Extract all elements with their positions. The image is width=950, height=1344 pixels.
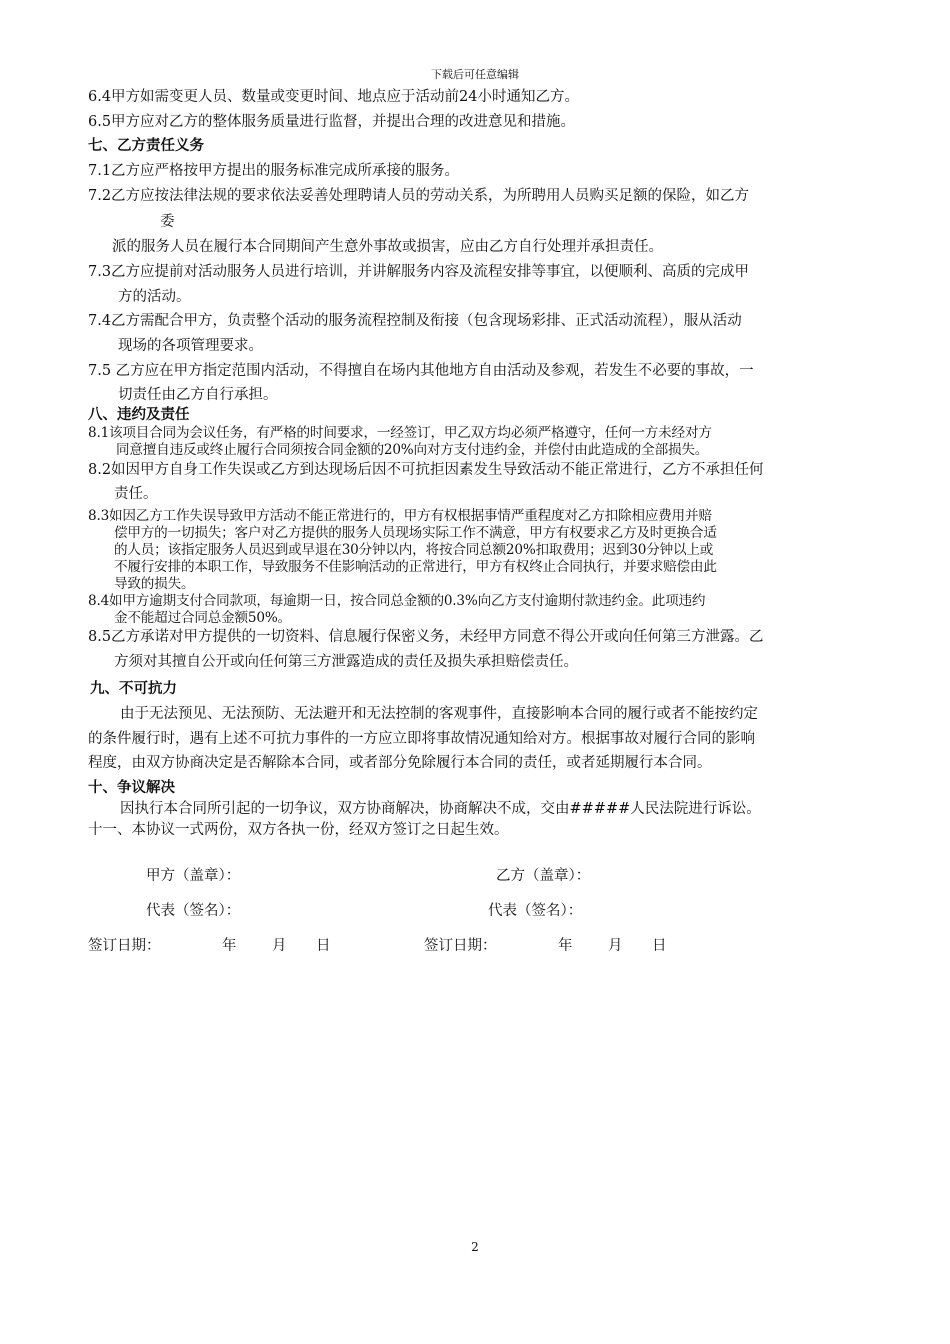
section-8-heading: 八、违约及责任	[88, 407, 190, 423]
clause-8-4-cont: 金不能超过合同总金额50%。	[114, 610, 291, 626]
clause-6-5: 6.5甲方应对乙方的整体服务质量进行监督，并提出合理的改进意见和措施。	[88, 114, 576, 130]
section-10-para: 因执行本合同所引起的一切争议，双方协商解决，协商解决不成，交由#####人民法院进行诉讼。	[120, 801, 761, 817]
clause-7-2: 7.2乙方应按法律法规的要求依法妥善处理聘请人员的劳动关系，为所聘用人员购买足额的保险，如乙方	[88, 188, 750, 204]
date-day-b: 日	[652, 938, 667, 954]
clause-7-1: 7.1乙方应严格按甲方提出的服务标准完成所承接的服务。	[88, 163, 460, 179]
clause-8-4: 8.4如甲方逾期支付合同款项，每逾期一日，按合同总金额的0.3%向乙方支付逾期付款违约金。此项违约	[88, 593, 706, 609]
section-10-heading: 十、争议解决	[88, 780, 175, 796]
clause-8-3-cont: 不履行安排的本职工作，导致服务不佳影响活动的正常进行，甲方有权终止合同执行，并要求赔偿由此	[114, 559, 717, 575]
date-label-a: 签订日期：	[88, 938, 161, 954]
date-label-b: 签订日期：	[424, 938, 497, 954]
section-9-para-cont: 程度，由双方协商决定是否解除本合同，或者部分免除履行本合同的责任，或者延期履行本合同。	[88, 755, 712, 771]
section-9-heading: 九、不可抗力	[90, 681, 177, 697]
date-day-a: 日	[316, 938, 331, 954]
section-7-heading: 七、乙方责任义务	[88, 138, 204, 154]
date-month-b: 月	[608, 938, 623, 954]
clause-7-4: 7.4乙方需配合甲方，负责整个活动的服务流程控制及衔接（包含现场彩排、正式活动流程），服从活动	[88, 313, 742, 329]
clause-7-3-cont: 方的活动。	[118, 289, 191, 305]
clause-8-3-cont: 导致的损失。	[114, 576, 195, 592]
clause-7-5-cont: 切责任由乙方自行承担。	[118, 387, 278, 403]
section-11-para: 十一、本协议一式两份，双方各执一份，经双方签订之日起生效。	[88, 822, 509, 838]
clause-8-3-cont: 的人员；该指定服务人员迟到或早退在30分钟以内，将按合同总额20%扣取费用；迟到30分钟以上或	[114, 542, 714, 558]
clause-7-3: 7.3乙方应提前对活动服务人员进行培训，并讲解服务内容及流程安排等事宜，以便顺利、高质的完成甲	[88, 264, 750, 280]
clause-8-1-cont: 同意擅自违反或终止履行合同须按合同金额的20%向对方支付违约金，并偿付由此造成的全部损失。	[116, 442, 709, 458]
party-a-rep-label: 代表（签名）：	[146, 903, 241, 919]
page-number: 2	[471, 1240, 479, 1254]
clause-8-1: 8.1该项目合同为会议任务，有严格的时间要求，一经签订，甲乙双方均必须严格遵守，任何一方未经对方	[88, 425, 712, 441]
clause-7-2-cont: 派的服务人员在履行本合同期间产生意外事故或损害，应由乙方自行处理并承担责任。	[112, 239, 663, 255]
clause-8-3-cont: 偿甲方的一切损失；客户对乙方提供的服务人员现场实际工作不满意，甲方有权要求乙方及时更换合适	[114, 525, 717, 541]
date-month-a: 月	[272, 938, 287, 954]
section-9-para: 由于无法预见、无法预防、无法避开和无法控制的客观事件，直接影响本合同的履行或者不能按约定	[120, 706, 758, 722]
party-a-seal-label: 甲方（盖章）：	[146, 868, 241, 884]
section-9-para-cont: 的条件履行时，遇有上述不可抗力事件的一方应立即将事故情况通知给对方。根据事故对履行合同的影响	[88, 731, 755, 747]
clause-8-5-cont: 方须对其擅自公开或向任何第三方泄露造成的责任及损失承担赔偿责任。	[114, 654, 578, 670]
party-b-seal-label: 乙方（盖章）：	[496, 868, 591, 884]
clause-7-4-cont: 现场的各项管理要求。	[118, 338, 263, 354]
clause-8-5: 8.5乙方承诺对甲方提供的一切资料、信息履行保密义务，未经甲方同意不得公开或向任何第三方泄露。乙	[88, 629, 764, 645]
date-year-b: 年	[558, 938, 573, 954]
clause-8-3: 8.3如因乙方工作失误导致甲方活动不能正常进行的，甲方有权根据事情严重程度对乙方扣除相应费用并赔	[88, 508, 712, 524]
clause-8-2: 8.2如因甲方自身工作失误或乙方到达现场后因不可抗拒因素发生导致活动不能正常进行，乙方不承担任何	[88, 462, 764, 478]
date-year-a: 年	[222, 938, 237, 954]
clause-6-4: 6.4甲方如需变更人员、数量或变更时间、地点应于活动前24小时通知乙方。	[88, 89, 580, 105]
clause-7-2-cont: 委	[160, 214, 175, 230]
party-b-rep-label: 代表（签名）：	[488, 903, 583, 919]
page-header: 下载后可任意编辑	[431, 68, 519, 81]
clause-7-5: 7.5 乙方应在甲方指定范围内活动，不得擅自在场内其他地方自由活动及参观，若发生不必要的事故，一	[88, 363, 754, 379]
clause-8-2-cont: 责任。	[114, 486, 158, 502]
